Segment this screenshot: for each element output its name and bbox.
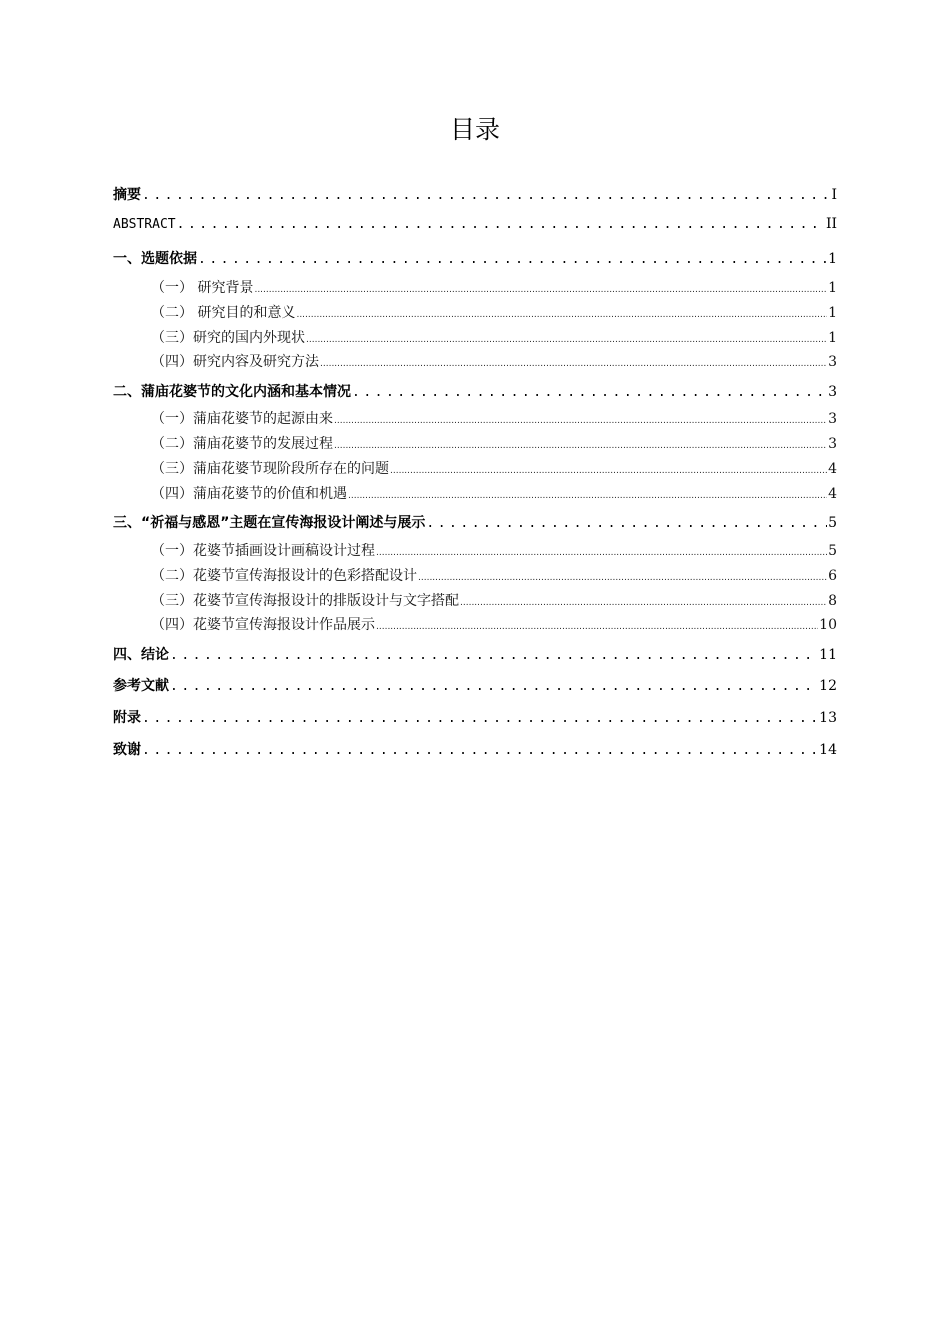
toc-entry-section-2-3[interactable]	[151, 458, 837, 478]
toc-entry-section-3-2[interactable]	[151, 565, 837, 585]
toc-entry-text: （一） 研究背景	[151, 280, 254, 296]
toc-leader-dots	[177, 217, 825, 232]
toc-leader-dots	[296, 310, 827, 320]
toc-leader-dots	[306, 335, 827, 345]
toc-page-number: 3	[828, 384, 837, 400]
toc-leader-dots	[198, 252, 827, 267]
toc-entry-chapter-3[interactable]	[113, 512, 837, 532]
toc-entry-text: ABSTRACT	[113, 217, 176, 232]
toc-entry-text: （四）蒲庙花婆节的价值和机遇	[151, 486, 347, 502]
toc-entry-section-3-4[interactable]	[151, 614, 837, 634]
toc-entry-chapter-1[interactable]	[113, 248, 837, 268]
toc-entry-appendix[interactable]	[113, 707, 837, 727]
toc-entry-text: 二、蒲庙花婆节的文化内涵和基本情况	[113, 384, 351, 400]
toc-leader-dots	[142, 743, 818, 758]
toc-entry-text: （三）研究的国内外现状	[151, 330, 305, 346]
toc-leader-dots	[426, 516, 827, 531]
toc-page-number: 1	[828, 305, 837, 321]
toc-entry-section-1-3[interactable]	[151, 327, 837, 347]
toc-page-number: 8	[828, 593, 837, 609]
toc-entry-text: 三、“祈福与感恩”主题在宣传海报设计阐述与展示	[113, 515, 426, 531]
toc-leader-dots	[334, 416, 827, 426]
toc-leader-dots	[390, 466, 827, 476]
toc-page-number: II	[825, 216, 837, 232]
toc-page-number: 4	[828, 486, 837, 502]
toc-leader-dots	[170, 679, 818, 694]
toc-entry-section-2-4[interactable]	[151, 483, 837, 503]
toc-entry-text: （四）研究内容及研究方法	[151, 354, 319, 370]
toc-entry-text: （一）蒲庙花婆节的起源由来	[151, 411, 333, 427]
toc-leader-dots	[460, 598, 827, 608]
toc-page-number: 10	[819, 617, 837, 633]
toc-entry-text: （二） 研究目的和意义	[151, 305, 296, 321]
toc-entry-text: （二）花婆节宣传海报设计的色彩搭配设计	[151, 568, 417, 584]
toc-entry-section-3-1[interactable]	[151, 540, 837, 560]
toc-entry-chapter-4[interactable]	[113, 644, 837, 664]
toc-entry-text: 致谢	[113, 742, 141, 758]
toc-leader-dots	[142, 711, 818, 726]
toc-leader-dots	[334, 441, 827, 451]
toc-page-number: 6	[828, 568, 837, 584]
toc-leader-dots	[376, 622, 818, 632]
toc-entry-text: （二）蒲庙花婆节的发展过程	[151, 436, 333, 452]
toc-entry-references[interactable]	[113, 675, 837, 695]
toc-entry-text: （四）花婆节宣传海报设计作品展示	[151, 617, 375, 633]
toc-page-number: 5	[828, 543, 837, 559]
toc-entry-text: 参考文献	[113, 678, 169, 694]
toc-leader-dots	[348, 491, 827, 501]
toc-page-number: 12	[819, 678, 837, 694]
toc-page-number: 14	[819, 742, 837, 758]
toc-leader-dots	[352, 385, 827, 400]
toc-leader-dots	[142, 188, 830, 203]
toc-entry-text: （一）花婆节插画设计画稿设计过程	[151, 543, 375, 559]
toc-entry-text: 四、结论	[113, 647, 169, 663]
toc-page-number: 3	[828, 436, 837, 452]
toc-page-number: 1	[828, 280, 837, 296]
toc-entry-text: （三）花婆节宣传海报设计的排版设计与文字搭配	[151, 593, 459, 609]
toc-entry-abstract-en[interactable]	[113, 216, 837, 232]
toc-page-number: 4	[828, 461, 837, 477]
toc-page-number: 5	[828, 515, 837, 531]
toc-entry-text: （三）蒲庙花婆节现阶段所存在的问题	[151, 461, 389, 477]
toc-leader-dots	[170, 648, 818, 663]
toc-entry-section-2-1[interactable]	[151, 408, 837, 428]
toc-entry-section-1-1[interactable]	[151, 277, 837, 297]
toc-leader-dots	[376, 548, 827, 558]
toc-entry-section-3-3[interactable]	[151, 590, 837, 610]
toc-entry-text: 一、选题依据	[113, 251, 197, 267]
toc-leader-dots	[254, 285, 827, 295]
toc-page-number: 11	[819, 647, 837, 663]
toc-entry-chapter-2[interactable]	[113, 381, 837, 401]
toc-page-number: 13	[819, 710, 837, 726]
toc-entry-section-2-2[interactable]	[151, 433, 837, 453]
toc-entry-abstract-cn[interactable]	[113, 184, 837, 204]
toc-page-number: 3	[828, 411, 837, 427]
toc-title: 目录	[449, 115, 500, 144]
toc-entry-text: 摘要	[113, 187, 141, 203]
toc-page-number: 1	[828, 251, 837, 267]
toc-entry-acknowledgements[interactable]	[113, 739, 837, 759]
toc-leader-dots	[418, 573, 827, 583]
toc-page-number: 3	[828, 354, 837, 370]
toc-page-number: 1	[828, 330, 837, 346]
toc-page-number: I	[831, 187, 837, 203]
toc-entry-section-1-4[interactable]	[151, 351, 837, 371]
toc-entry-text: 附录	[113, 710, 141, 726]
toc-entry-section-1-2[interactable]	[151, 302, 837, 322]
toc-leader-dots	[320, 359, 827, 369]
